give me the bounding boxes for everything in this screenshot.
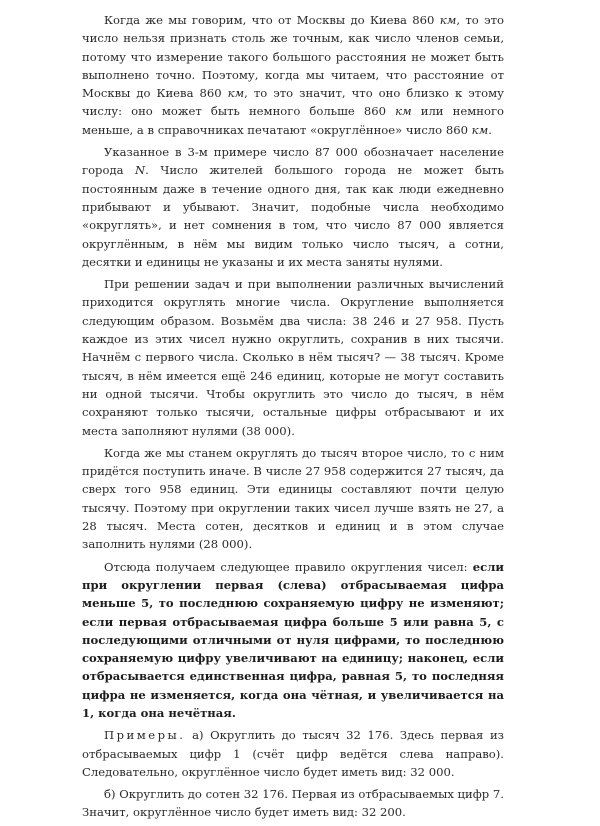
p1-unit-3: км [395,104,412,119]
p2-text-a: Указанное в 3-м примере число 87 000 обозначает население города [82,145,504,178]
p1-text-d: или немного меньше, а в справочниках печатают «округлённое» число 860 [82,104,505,137]
p1-unit-1: км [439,13,457,27]
p2-text-b: . Число жителей большого города не может быть постоянным даже в течение одного дня, так как люди ежедневно прибывают и убывают. Значит, подобные числа необходимо «округлять», и нет сомнения в том, что число 87 000 является округлённым, в нём мы видим только число тысяч, а сотни, десятки и единицы не указаны и их места заняты нулями. [82,163,504,269]
p1-unit-4: км [471,122,489,137]
p1-text-b: , то это число нельзя признать столь же точным, как число членов семьи, потому что измерение такого большого расстояния не может быть выполнено точно. Поэтому, когда мы читаем, что расстояние от Москвы до Киева 860 [82,13,504,101]
paragraph-4: Когда же мы станем округлять до тысяч второе число, то с ним придётся поступить иначе. В числе 27 958 содержится 27 тысяч, да сверх того 958 единиц. Эти единицы составляют почти целую тысячу. Поэтому при округлении таких чисел лучше взять не 27, а 28 тысяч. Места сотен, десятков и единиц и в этом случае заполнить нулями (28 000). [82,445,504,552]
rounding-rule: если при округлении первая (слева) отбрасываемая цифра меньше 5, то последнюю сохраняемую цифру не изменяют; если первая отбрасываемая цифра больше 5 или равна 5, с последующими отличными от нуля цифрами, то последнюю сохраняемую цифру увеличивают на единицу; наконец, если отбрасывается единственная цифра, равная 5, то последняя цифра не изменяется, когда она чётная, и увеличивается на 1, когда она нечётная. [82,559,504,720]
paragraph-rule [82,558,504,723]
paragraph-example-b: б) Округлить до сотен 32 176. Первая из отбрасываемых цифр 7. Значит, округлённое число будет иметь вид: 32 200. [82,787,504,820]
p1-text-c: , то это значит, что оно близко к этому числу: оно может быть немного больше 860 [82,86,504,119]
p1-unit-2: км [227,86,245,101]
paragraph-3: При решении задач и при выполнении различных вычислений приходится округлять многие числа. Округление выполняется следующим образом. Возьмём два числа: 38 246 и 27 958. Пусть каждое из этих чисел нужно округлить, сохранив в них тысячи. Начнём с первого числа. Сколько в нём тысяч? — 38 тысяч. Кроме тысяч, в нём имеется ещё 246 единиц, которые не могут составить ни одной тысячи. Чтобы округлить это число до тысяч, в нём сохраняют только тысячи, остальные цифры отбрасывают и их места заполняют нулями (38 000). [82,277,504,438]
page-text [82,11,504,826]
paragraph-example-a [82,726,504,781]
p1-text-e: . [488,122,492,137]
p2-city-letter: N [135,163,146,178]
p1-text-a: Когда же мы говорим, что от Москвы до Киева 860 [104,13,440,27]
paragraph-2 [82,143,504,271]
example-a-text: а) Округлить до тысяч 32 176. Здесь первая из отбрасываемых цифр 1 (счёт цифр ведётся слева направо). Следовательно, округлённое число будет иметь вид: 32 000. [82,728,504,779]
examples-label: Примеры. [104,728,186,743]
rule-intro: Отсюда получаем следующее правило округления чисел: [104,559,473,574]
paragraph-1 [82,11,504,139]
